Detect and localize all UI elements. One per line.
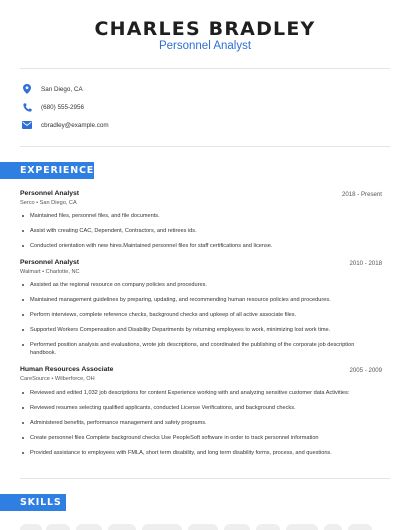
location-text: San Diego, CA [41, 85, 83, 93]
job-bullets [22, 389, 357, 457]
experience-divider [20, 478, 390, 479]
bullet-item: Reviewed resumes selecting qualified applicants, conducted License Verifications, and background checks. [22, 404, 357, 412]
bullet-item: Create personnel files Complete background checks Use PeopleSoft software in order to track personnel information [22, 434, 357, 442]
skill-tag [224, 524, 250, 530]
bullet-item: Administered benefits, performance management and safety programs. [22, 419, 357, 427]
candidate-name: CHARLES BRADLEY [94, 18, 316, 40]
contact-email [22, 118, 109, 132]
section-skills-header: SKILLS [0, 494, 66, 511]
skill-tag [348, 524, 372, 530]
phone-text: (680) 555-2956 [41, 103, 85, 111]
email-text: cbradley@example.com [41, 121, 109, 129]
section-experience-header: EXPERIENCE [0, 162, 94, 179]
bullet-item: Conducted orientation with new hires.Maintained personnel files for staff certifications and license. [22, 242, 357, 250]
phone-icon [22, 102, 32, 112]
mail-icon [22, 120, 32, 130]
job-dates: 2018 - Present [342, 191, 382, 198]
job-title: Personnel Analyst [20, 259, 80, 266]
job-title: Personnel Analyst [20, 190, 80, 197]
skill-tag [286, 524, 318, 530]
job-bullets [22, 281, 357, 357]
skill-tag [46, 524, 70, 530]
skill-tag [142, 524, 182, 530]
job-company: CareSource • Wilberforce, OH [20, 376, 95, 382]
job-title: Human Resources Associate [20, 366, 114, 373]
skill-tag [20, 524, 42, 530]
job-company: Serco • San Diego, CA [20, 200, 77, 206]
skill-tag [324, 524, 342, 530]
map-pin-icon [22, 84, 32, 94]
candidate-title: Personnel Analyst [158, 40, 252, 52]
bullet-item: Perform interviews, complete reference checks, background checks and upkeep of all active associate files. [22, 311, 357, 319]
contact-divider [20, 146, 390, 147]
bullet-item: Provided assistance to employees with FMLA, short term disability, and long term disability forms, process, and questions. [22, 449, 357, 457]
skill-tag [256, 524, 280, 530]
skill-tag [108, 524, 136, 530]
bullet-item: Assist with creating CAC, Dependent, Contractors, and retirees ids. [22, 227, 357, 235]
job-dates: 2010 - 2018 [349, 260, 382, 267]
bullet-item: Reviewed and edited 1,032 job descriptions for content Experience working with and analyzing sensitive customer data Activities: [22, 389, 357, 397]
contact-location [22, 82, 83, 96]
skill-tag [76, 524, 102, 530]
header-divider [20, 68, 390, 69]
bullet-item: Assisted as the regional resource on company policies and procedures. [22, 281, 357, 289]
job-bullets [22, 212, 357, 250]
job-dates: 2005 - 2009 [349, 367, 382, 374]
skill-tag [188, 524, 218, 530]
bullet-item: Maintained files, personnel files, and file documents. [22, 212, 357, 220]
bullet-item: Supported Workers Compensation and Disability Departments by returning employees to work, minimizing lost work time. [22, 326, 357, 334]
job-company: Walmart • Charlotte, NC [20, 269, 80, 275]
contact-phone [22, 100, 84, 114]
bullet-item: Maintained management guidelines by preparing, updating, and recommending human resource policies and procedures. [22, 296, 357, 304]
bullet-item: Performed position analysis and evaluations, wrote job descriptions, and coordinated the publishing of the corporate job description handbook. [22, 341, 357, 357]
